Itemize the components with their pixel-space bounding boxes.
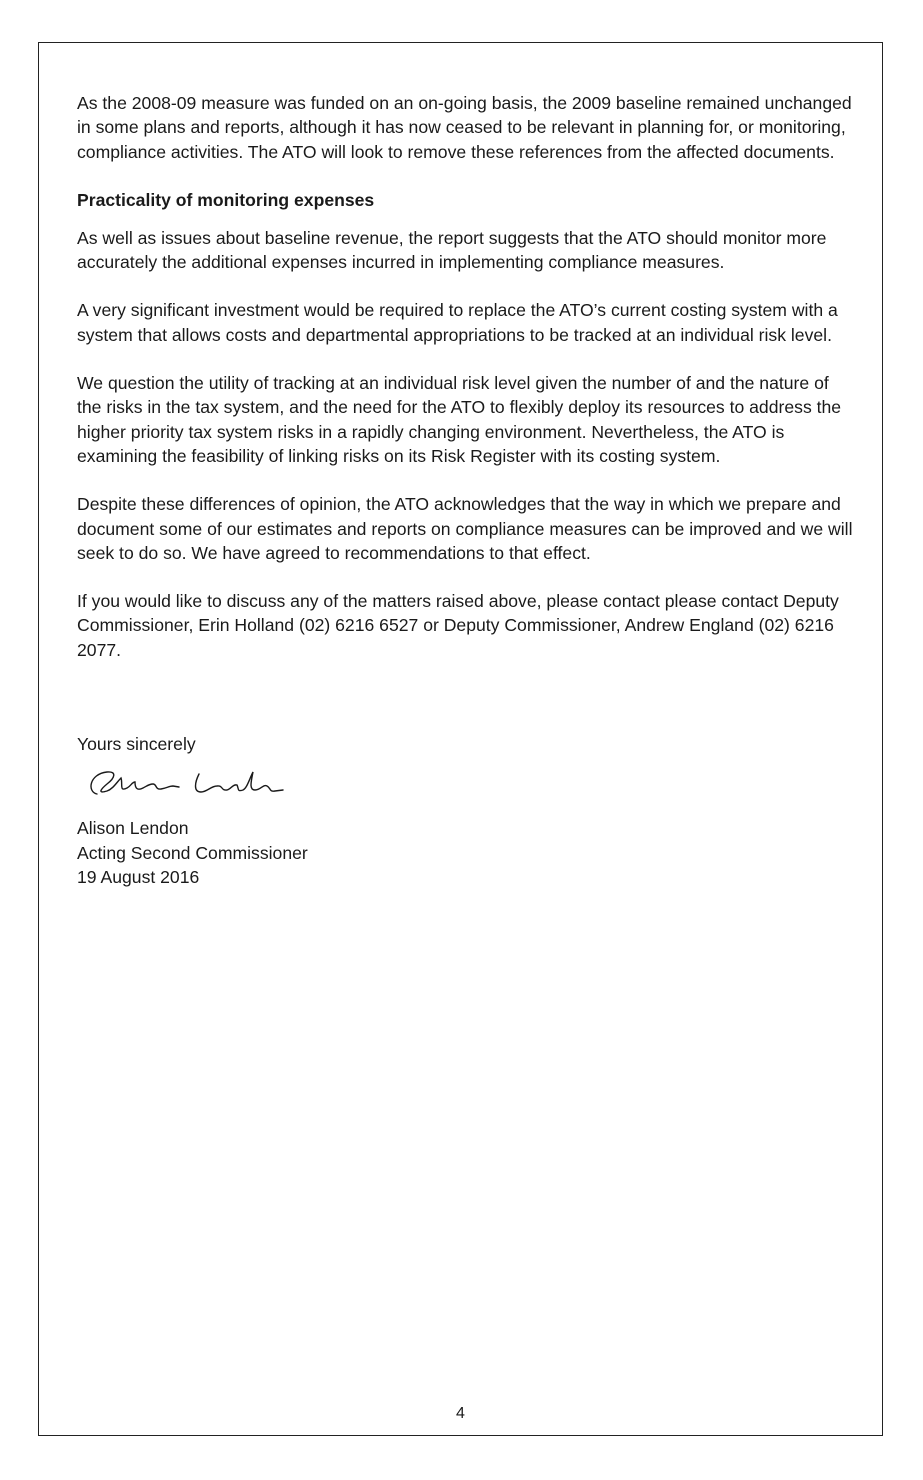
- letter-date: 19 August 2016: [77, 866, 200, 887]
- section-heading: Practicality of monitoring expenses: [77, 189, 375, 210]
- paragraph-baseline: As the 2008-09 measure was funded on an on-going basis, the 2009 baseline remained unchanged in some plans and reports, although it has now ceased to be relevant in planning for, or monitoring, compliance activities. The ATO will look to remove these references from the affected documents.: [77, 93, 852, 162]
- page-border: [38, 42, 883, 1436]
- handwritten-signature: [77, 764, 287, 804]
- signer-name: Alison Lendon: [77, 818, 189, 839]
- letter-body: [77, 91, 857, 889]
- signer-title: Acting Second Commissioner: [77, 842, 308, 863]
- signoff-block: [77, 816, 857, 889]
- paragraph-utility: We question the utility of tracking at an individual risk level given the number of and the nature of the risks in the tax system, and the need for the ATO to flexibly deploy its resources to address the higher priority tax system risks in a rapidly changing environment. Nevertheless, the ATO is examining the feasibility of linking risks on its Risk Register with its costing system.: [77, 373, 842, 466]
- paragraph-acknowledgement: Despite these differences of opinion, the ATO acknowledges that the way in which we prepare and document some of our estimates and reports on compliance measures can be improved and we will seek to do so. We have agreed to recommendations to that effect.: [77, 494, 853, 563]
- paragraph-monitoring: As well as issues about baseline revenue, the report suggests that the ATO should monitor more accurately the additional expenses incurred in implementing compliance measures.: [77, 227, 827, 273]
- paragraph-investment: A very significant investment would be required to replace the ATO’s current costing system with a system that allows costs and departmental appropriations to be tracked at an individual risk level.: [77, 300, 838, 345]
- paragraph-contact: If you would like to discuss any of the matters raised above, please contact please contact Deputy Commissioner, Erin Holland (02) 6216 6527 or Deputy Commissioner, Andrew England (02) 6216 2077.: [77, 591, 839, 660]
- closing-salutation: Yours sincerely: [77, 734, 196, 755]
- page-number: 4: [456, 1405, 465, 1422]
